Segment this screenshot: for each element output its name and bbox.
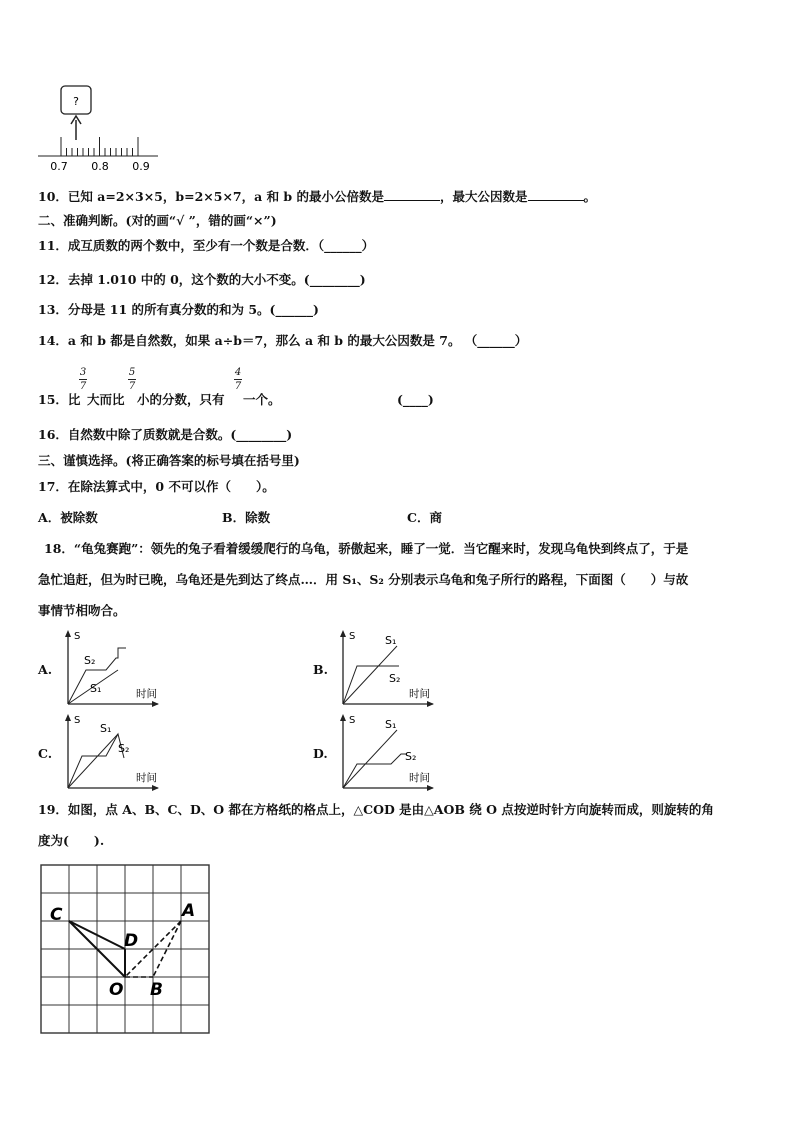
- series-label-s2: S₂: [389, 672, 401, 685]
- q18-option-c-label[interactable]: C.: [38, 746, 53, 761]
- fraction-numerator: 3: [79, 367, 87, 378]
- q10-text-b: ，最大公因数是: [440, 189, 528, 204]
- number-line-figure: [30, 80, 170, 175]
- x-axis-arrow-icon: [152, 701, 159, 707]
- question-13: 13．分母是 11 的所有真分数的和为 5。(______): [38, 302, 319, 317]
- axis-label-s: S: [74, 631, 81, 642]
- tick-label-0-8: 0.8: [91, 160, 109, 173]
- q18-option-b-label[interactable]: B.: [313, 662, 328, 677]
- tick-label-0-7: 0.7: [50, 160, 68, 173]
- y-axis-arrow-icon: [340, 714, 346, 721]
- question-16: 16．自然数中除了质数就是合数。(________): [38, 427, 293, 442]
- fraction-numerator: 4: [234, 367, 242, 378]
- question-12: 12．去掉 1.010 中的 0，这个数的大小不变。(________): [38, 272, 366, 287]
- series-label-s2: S₂: [118, 742, 130, 755]
- fraction-denominator: 7: [234, 381, 242, 392]
- q18-graph-d[interactable]: [335, 712, 440, 794]
- x-axis-arrow-icon: [427, 701, 434, 707]
- section-2-heading: 二、准确判断。(对的画“√ ”，错的画“×”): [38, 213, 277, 228]
- axis-label-s: S: [349, 631, 356, 642]
- series-label-s1: S₁: [90, 682, 102, 695]
- q18-option-a-label[interactable]: A.: [38, 662, 53, 677]
- series-label-s1: S₁: [385, 718, 397, 731]
- axis-label-time: 时间: [136, 688, 157, 700]
- y-axis-arrow-icon: [340, 630, 346, 637]
- q10-blank-lcm[interactable]: [384, 188, 440, 201]
- question-15-mid1: 大而比: [87, 392, 125, 407]
- point-label-d: D: [124, 931, 139, 951]
- question-15-answer-paren[interactable]: (____): [397, 392, 434, 407]
- question-19-line-2: 度为( ).: [38, 833, 105, 848]
- question-18-line-2: 急忙追赶，但为时已晚，乌龟还是先到达了终点…．用 S₁、S₂ 分别表示乌龟和兔子所行的路程，下面图（ ）与故: [38, 572, 689, 587]
- series-label-s2: S₂: [405, 750, 417, 763]
- q15-fraction-5-7: [128, 367, 136, 392]
- q10-blank-gcd[interactable]: [528, 188, 584, 201]
- q17-option-b[interactable]: B．除数: [222, 510, 271, 525]
- point-label-b: B: [150, 980, 163, 1000]
- axis-label-s: S: [349, 715, 356, 726]
- q15-fraction-4-7: [234, 367, 242, 392]
- q18-graph-b[interactable]: [335, 628, 440, 710]
- axis-label-time: 时间: [409, 688, 430, 700]
- question-11: 11．成互质数的两个数中，至少有一个数是合数．（______）: [38, 238, 375, 253]
- point-label-a: A: [182, 901, 196, 921]
- q19-grid-figure: [38, 862, 212, 1038]
- series-label-s1: S₁: [385, 634, 397, 647]
- q18-option-d-label[interactable]: D.: [313, 746, 328, 761]
- series-line-s1: [343, 730, 397, 788]
- question-17: 17．在除法算式中，0 不可以作（ ）。: [38, 479, 275, 494]
- series-line-s2: [68, 734, 124, 788]
- point-label-o: O: [109, 980, 124, 1000]
- tick-label-0-9: 0.9: [132, 160, 150, 173]
- series-line-s1: [68, 734, 118, 788]
- number-line-ticks: [61, 137, 138, 156]
- series-label-s2: S₂: [84, 654, 96, 667]
- x-axis-arrow-icon: [427, 785, 434, 791]
- fraction-denominator: 7: [128, 381, 136, 392]
- question-15-mid2: 小的分数，只有: [137, 392, 225, 407]
- axis-label-s: S: [74, 715, 81, 726]
- series-line-s2: [343, 754, 407, 788]
- x-axis-arrow-icon: [152, 785, 159, 791]
- point-label-c: C: [50, 905, 63, 925]
- fraction-denominator: 7: [79, 381, 87, 392]
- q10-text-c: 。: [583, 189, 597, 204]
- q18-graph-c[interactable]: [60, 712, 165, 794]
- y-axis-arrow-icon: [65, 630, 71, 637]
- q18-graph-a[interactable]: [60, 628, 165, 710]
- series-label-s1: S₁: [100, 722, 112, 735]
- q10-text-a: 10．已知 a=2×3×5，b=2×5×7，a 和 b 的最小公倍数是: [38, 189, 385, 204]
- question-14: 14．a 和 b 都是自然数，如果 a÷b＝7，那么 a 和 b 的最大公因数是 7。 （______）: [38, 333, 528, 348]
- question-18-line-1: 18．“龟兔赛跑”：领先的兔子看着缓缓爬行的乌龟，骄傲起来，睡了一觉．当它醒来时，发现乌龟快到终点了，于是: [44, 541, 689, 556]
- question-15-prefix: 15．比: [38, 392, 81, 407]
- axis-label-time: 时间: [409, 772, 430, 784]
- axis-label-time: 时间: [136, 772, 157, 784]
- series-line-s2: [68, 648, 126, 704]
- section-3-heading: 三、谨慎选择。(将正确答案的标号填在括号里): [38, 453, 300, 468]
- question-18-line-3: 事情节相吻合。: [38, 603, 126, 618]
- fraction-numerator: 5: [128, 367, 136, 378]
- question-10: [38, 188, 596, 205]
- q17-option-c[interactable]: C．商: [407, 510, 442, 525]
- y-axis-arrow-icon: [65, 714, 71, 721]
- q17-option-a[interactable]: A．被除数: [38, 510, 98, 525]
- question-19-line-1: 19．如图，点 A、B、C、D、O 都在方格纸的格点上，△COD 是由△AOB 绕 O 点按逆时针方向旋转而成，则旋转的角: [38, 802, 714, 817]
- q15-fraction-3-7: [79, 367, 87, 392]
- question-mark: ?: [73, 95, 79, 108]
- question-15-suffix: 一个。: [243, 392, 281, 407]
